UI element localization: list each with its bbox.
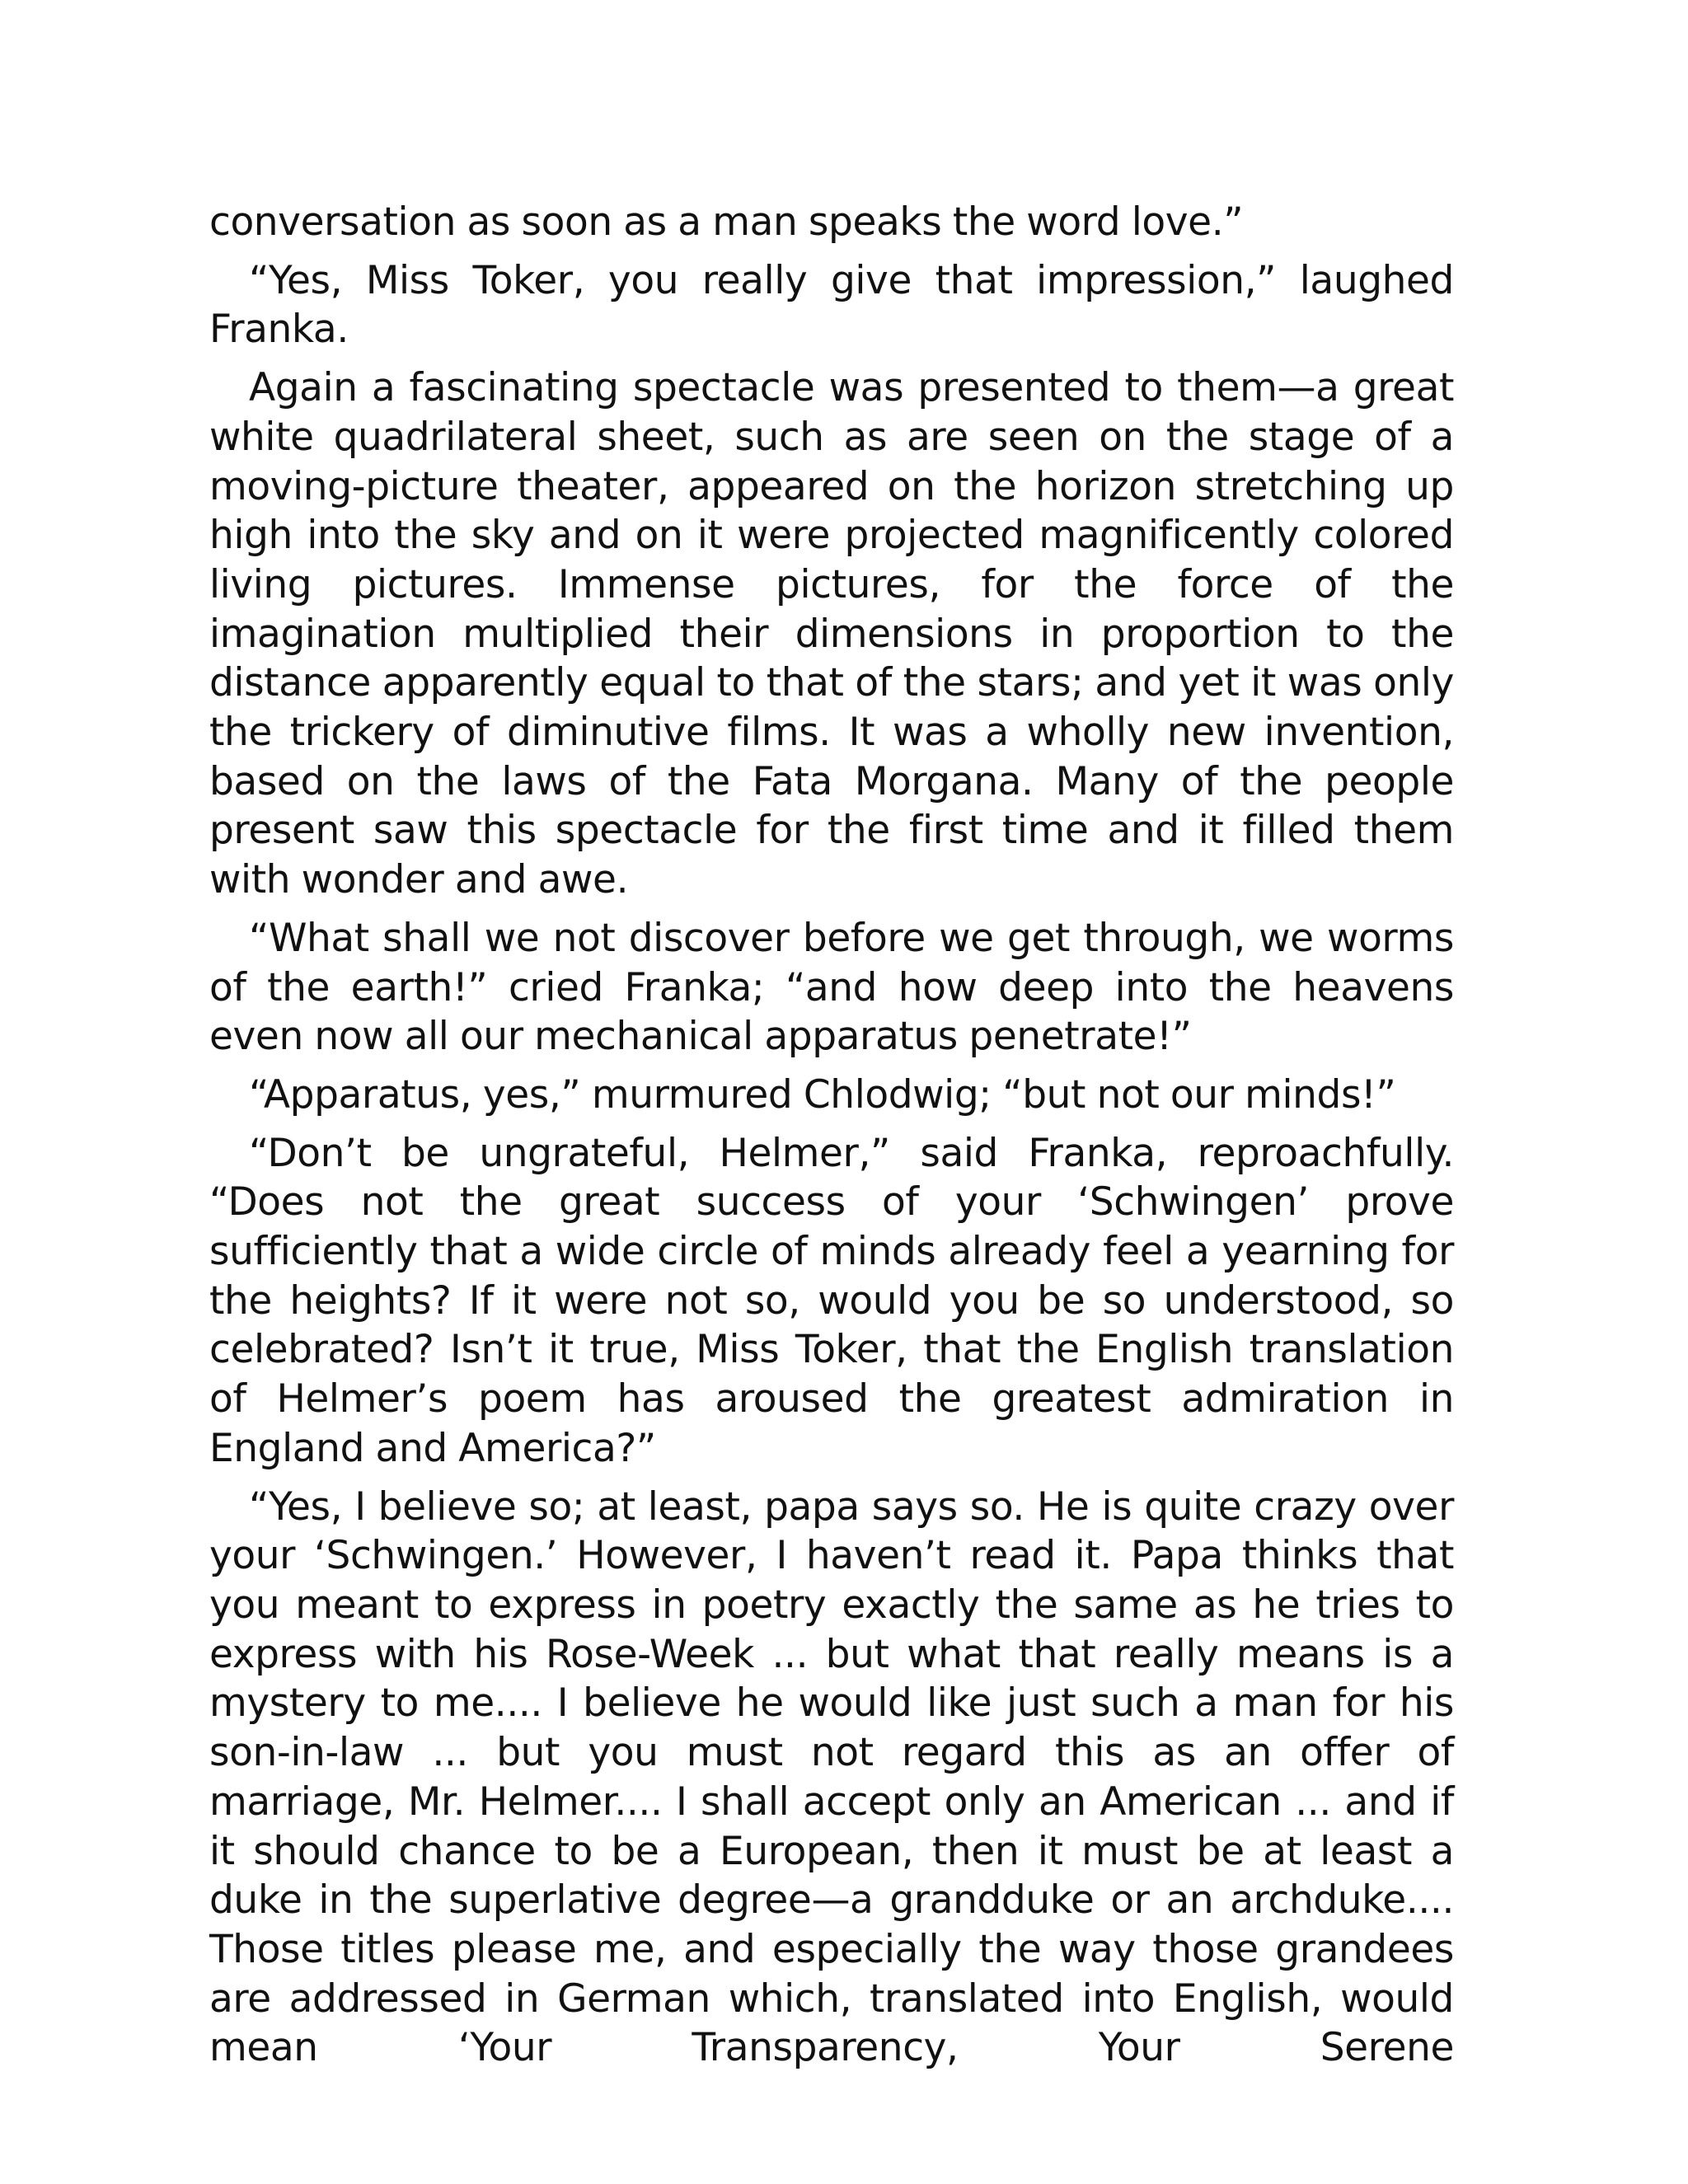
paragraph: “Don’t be ungrateful, Helmer,” said Franka, reproachfully. “Does not the great success of your ‘Schwingen’ prove sufficiently that a wide circle of minds already feel a yearning for the heights? If it were not so, would you be so understood, so celebrated? Isn’t it true, Miss Toker, that the English translation of Helmer’s poem has aroused the greatest admiration in England and America?” [209,1130,1454,1471]
paragraph: “What shall we not discover before we get through, we worms of the earth!” cried Franka; “and how deep into the heavens even now all our mechanical apparatus penetrate!” [209,915,1454,1060]
paragraph: Again a fascinating spectacle was presented to them—a great white quadrilateral sheet, such as are seen on the stage of a moving-picture theater, appeared on the horizon stretching up high into the sky and on it were projected magnificently colored living pictures. Immense pictures, for the force of the imagination multiplied their dimensions in proportion to the distance apparently equal to that of the stars; and yet it was only the trickery of diminutive films. It was a wholly new invention, based on the laws of the Fata Morgana. Many of the people present saw this spectacle for the first time and it filled them with wonder and awe. [209,365,1454,903]
paragraph-continued: conversation as soon as a man speaks the word love.” [209,199,1244,245]
paragraph: “Apparatus, yes,” murmured Chlodwig; “but not our minds!” [249,1071,1396,1118]
book-page [209,198,1454,2073]
paragraph: “Yes, Miss Toker, you really give that impression,” laughed Franka. [209,257,1454,353]
paragraph: “Yes, I believe so; at least, papa says so. He is quite crazy over your ‘Schwingen.’ However, I haven’t read it. Papa thinks that you meant to express in poetry exactly the same as he tries to express with his Rose-Week ... but what that really means is a mystery to me.... I believe he would like just such a man for his son-in-law ... but you must not regard this as an offer of marriage, Mr. Helmer.... I shall accept only an American ... and if it should chance to be a European, then it must be at least a duke in the superlative degree—a grandduke or an archduke.... Those titles please me, and especially the way those grandees are addressed in German which, translated into English, would mean ‘Your Transparency, Your Serene [209,1483,1454,2071]
